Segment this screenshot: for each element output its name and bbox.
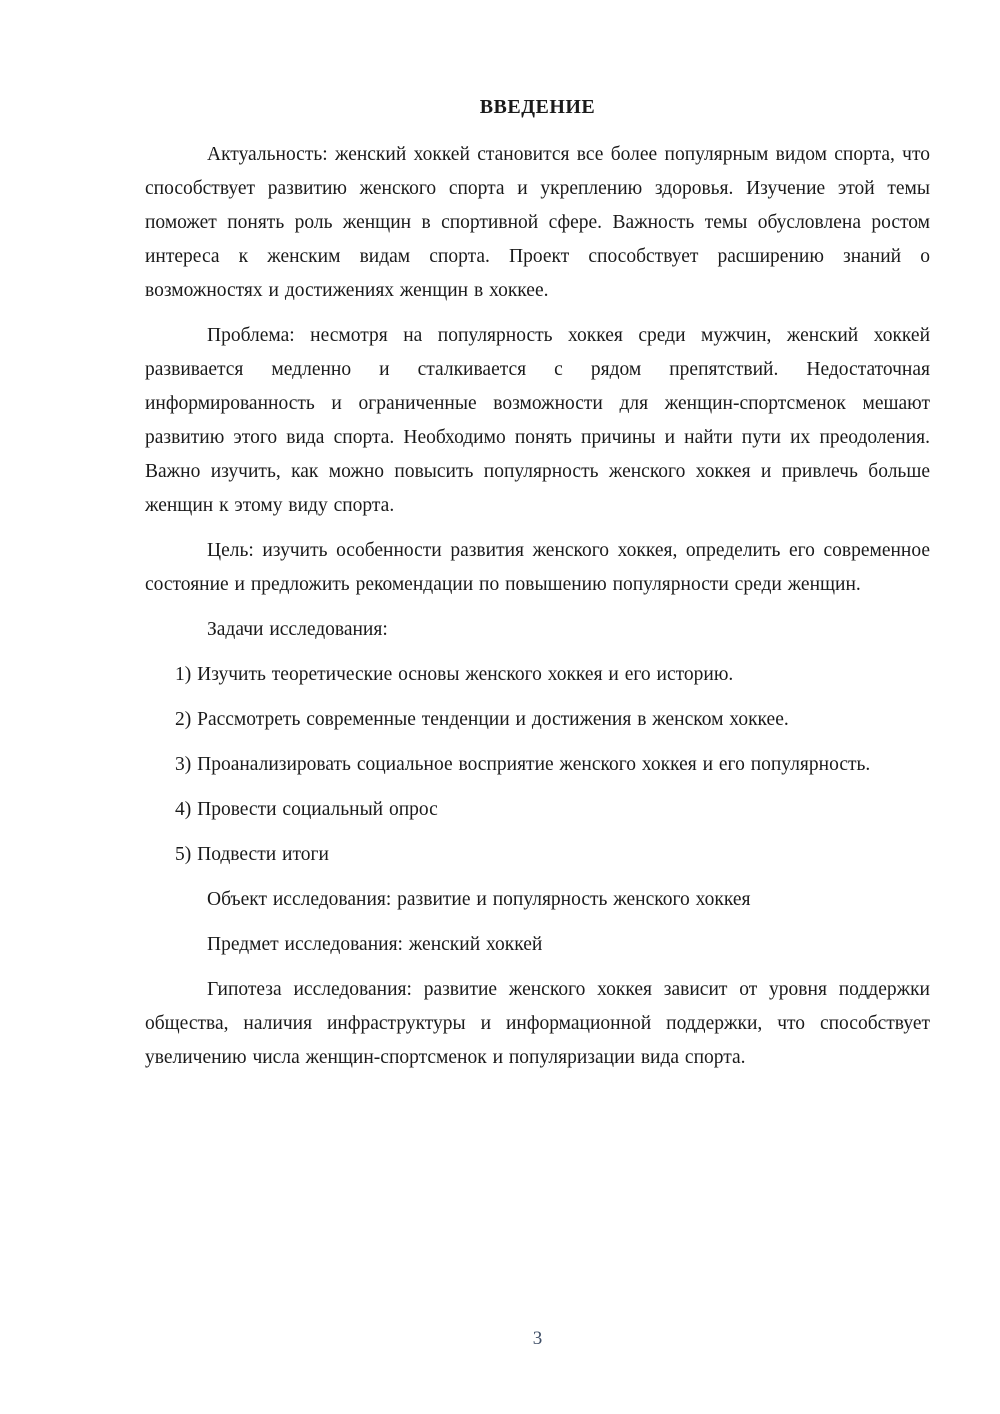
paragraph-object: Объект исследования: развитие и популярность женского хоккея — [207, 889, 751, 910]
page-title: ВВЕДЕНИЕ — [479, 96, 596, 118]
paragraph-goal: Цель: изучить особенности развития женского хоккея, определить его современное состояние и предложить рекомендации по повышению популярности среди женщин. — [145, 540, 930, 595]
page-number: 3 — [532, 1328, 543, 1349]
paragraph-hypothesis: Гипотеза исследования: развитие женского хоккея зависит от уровня поддержки общества, наличия инфраструктуры и информационной поддержки, что способствует увеличению числа женщин-спортсменок и популяризации вида спорта. — [145, 979, 930, 1068]
paragraph-subject: Предмет исследования: женский хоккей — [207, 934, 543, 955]
task-item-4: 4) Провести социальный опрос — [175, 799, 438, 820]
task-item-1: 1) Изучить теоретические основы женского хоккея и его историю. — [175, 664, 734, 685]
task-item-5: 5) Подвести итоги — [175, 844, 329, 865]
paragraph-relevance: Актуальность: женский хоккей становится все более популярным видом спорта, что способствует развитию женского спорта и укреплению здоровья. Изучение этой темы поможет понять роль женщин в спортивной сфере. Важность темы обусловлена ростом интереса к женским видам спорта. Проект способствует расширению знаний о возможностях и достижениях женщин в хоккее. — [145, 144, 930, 301]
task-item-2: 2) Рассмотреть современные тенденции и достижения в женском хоккее. — [175, 709, 789, 730]
task-item-3: 3) Проанализировать социальное восприятие женского хоккея и его популярность. — [175, 754, 871, 775]
paragraph-problem: Проблема: несмотря на популярность хоккея среди мужчин, женский хоккей развивается медленно и сталкивается с рядом препятствий. Недостаточная информированность и ограниченные возможности для женщин-спортсменок мешают развитию этого вида спорта. Необходимо понять причины и найти пути их преодоления. Важно изучить, как можно повысить популярность женского хоккея и привлечь больше женщин к этому виду спорта. — [145, 325, 930, 516]
tasks-heading: Задачи исследования: — [207, 619, 388, 640]
